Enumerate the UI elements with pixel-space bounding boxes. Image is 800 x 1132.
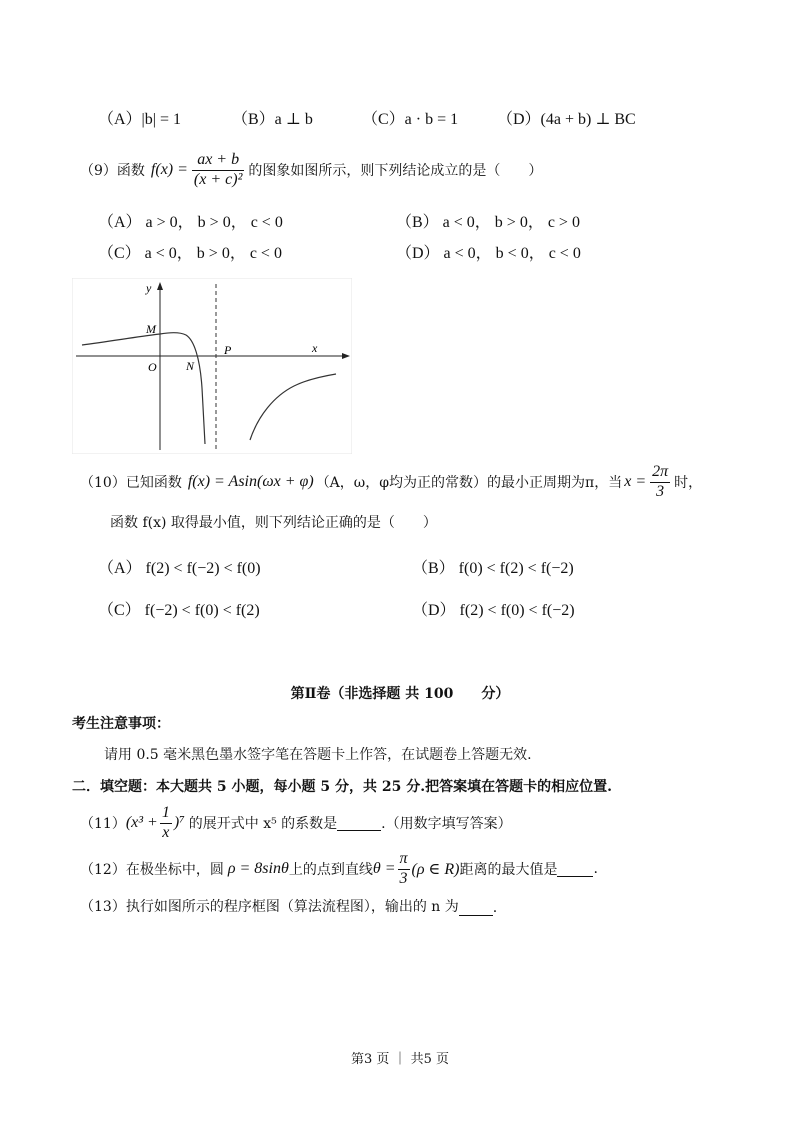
q10-stem-line2: 函数 f(x) 取得最小值，则下列结论正确的是（ ） [110, 515, 437, 531]
q11-text: 的展开式中 x⁵ 的系数是 [188, 816, 338, 832]
q9-option-b: （B） a < 0， b > 0， c > 0 [396, 214, 580, 231]
q9-option-d: （D） a < 0， b < 0， c < 0 [396, 245, 581, 262]
q8-option-a: （A）|b| = 1 [98, 111, 181, 128]
q10-option-b: （B） f(0) < f(2) < f(−2) [412, 560, 574, 577]
section-2-title: 第Ⅱ卷（非选择题 共 100 分） [290, 686, 510, 702]
q12-condition: (ρ ∈ R) [411, 861, 460, 878]
q12-theta: θ = [372, 860, 396, 877]
q12-mid: 上的点到直线 [288, 862, 373, 878]
q9-function-graph [72, 278, 352, 454]
q8-option-d: （D）(4a + b) ⊥ BC [497, 111, 636, 128]
q12-fraction-numerator: π [398, 850, 410, 869]
q11 [80, 800, 512, 846]
q13-end: . [492, 900, 498, 916]
q10-function: f(x) = Asin(ωx + φ) [187, 473, 314, 490]
q12-suffix: 距离的最大值是 [459, 862, 558, 878]
q10-x-fraction [650, 463, 670, 501]
graph-label-o: O [148, 360, 157, 374]
q9-option-c: （C） a < 0， b > 0， c < 0 [98, 245, 282, 262]
q9-stem [80, 146, 542, 194]
q9-fraction-denominator: (x + c)² [193, 170, 243, 188]
graph-frame [72, 278, 352, 454]
q9-fraction [192, 151, 244, 189]
q10-option-c: （C） f(−2) < f(0) < f(2) [98, 602, 260, 619]
q9-fraction-numerator: ax + b [192, 151, 244, 170]
q10-x-lhs: x = [624, 473, 647, 490]
q12-fraction [398, 850, 410, 888]
q8-option-c: （C）a · b = 1 [362, 111, 459, 128]
q12-circle: ρ = 8sinθ [227, 860, 289, 877]
graph-label-y: y [146, 281, 152, 295]
fill-in-heading: 二．填空题：本大题共 5 小题，每小题 5 分，共 25 分.把答案填在答题卡的相应位置. [72, 779, 612, 795]
q10-stem-mid: （A，ω，φ均为正的常数）的最小正周期为π，当 [315, 475, 623, 491]
q9-func-lhs: f(x) = [150, 161, 188, 178]
q10-option-d: （D） f(2) < f(0) < f(−2) [412, 602, 575, 619]
q11-fraction-denominator: x [162, 823, 170, 841]
q13 [80, 896, 497, 916]
q9-option-a: （A） a > 0， b > 0， c < 0 [98, 214, 283, 231]
q12-prefix: （12）在极坐标中，圆 [80, 862, 224, 878]
q11-expr-left: (x³ + [125, 814, 158, 831]
q12-fraction-denominator: 3 [399, 869, 408, 887]
q10-x-denominator: 3 [656, 482, 665, 500]
graph-label-n: N [186, 359, 195, 373]
q11-fraction-numerator: 1 [160, 804, 172, 823]
graph-label-m: M [146, 322, 156, 336]
q10-x-numerator: 2π [650, 463, 670, 482]
q10-stem-line1 [80, 458, 702, 506]
page-footer: 第3 页 ｜ 共5 页 [350, 1052, 450, 1067]
graph-label-p: P [224, 343, 232, 357]
q10-stem-suffix: 时， [674, 475, 703, 491]
q12-end: . [593, 861, 598, 877]
q13-answer-blank[interactable] [459, 901, 493, 916]
q11-prefix: （11） [80, 816, 126, 832]
graph-label-x: x [312, 341, 318, 355]
q12-answer-blank[interactable] [557, 862, 593, 877]
q11-fraction [160, 804, 172, 842]
q9-stem-prefix: （9）函数 [80, 163, 145, 179]
q11-answer-blank[interactable] [337, 816, 381, 831]
q10-stem-prefix: （10）已知函数 [80, 475, 182, 491]
q11-expr-right: )⁷ [173, 814, 185, 831]
q13-text: （13）执行如图所示的程序框图（算法流程图），输出的 n 为 [80, 899, 459, 915]
q11-suffix: .（用数字填写答案） [381, 816, 512, 832]
q8-option-b: （B）a ⊥ b [232, 111, 313, 128]
q12 [80, 846, 598, 892]
q9-stem-suffix: 的图象如图所示，则下列结论成立的是（ ） [248, 163, 543, 179]
notice-title: 考生注意事项： [72, 716, 170, 732]
notice-body: 请用 0.5 毫米黑色墨水签字笔在答题卡上作答，在试题卷上答题无效. [104, 747, 532, 763]
q10-option-a: （A） f(2) < f(−2) < f(0) [98, 560, 261, 577]
